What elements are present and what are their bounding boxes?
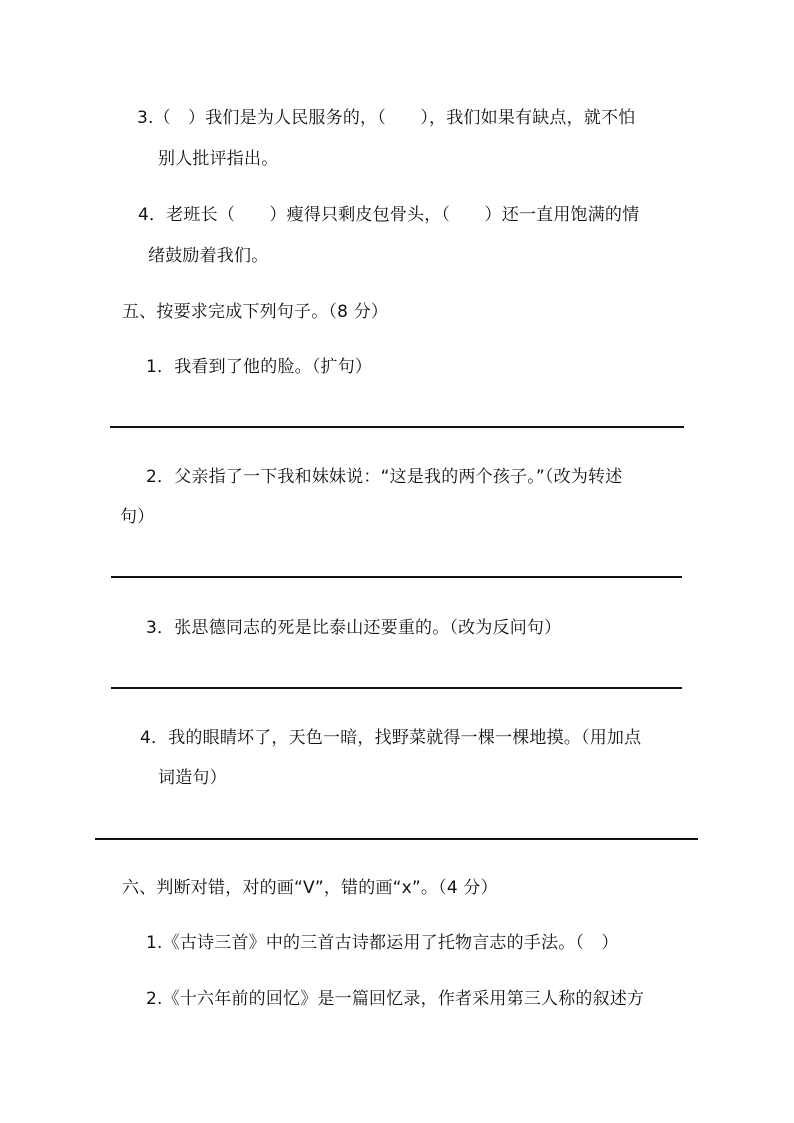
question-6-2: 2.《十六年前的回忆》是一篇回忆录，作者采用第三人称的叙述方 [146, 989, 645, 1009]
answer-line-5-2[interactable] [111, 576, 682, 578]
question-5-4-line-2: 词造句） [158, 768, 227, 788]
question-5-2-line-2: 句） [120, 507, 155, 527]
answer-line-5-1[interactable] [110, 426, 684, 428]
question-4-4-line-1: 4．老班长（ ）瘦得只剩皮包骨头，（ ）还一直用饱满的情 [138, 205, 640, 225]
answer-line-5-4[interactable] [95, 838, 698, 840]
answer-line-5-3[interactable] [111, 687, 682, 689]
question-6-1: 1.《古诗三首》中的三首古诗都运用了托物言志的手法。（ ） [146, 933, 619, 953]
question-4-3-line-1: 3.（ ）我们是为人民服务的，（ ），我们如果有缺点，就不怕 [137, 108, 636, 128]
section-6-heading: 六、判断对错，对的画“V”，错的画“x”。（4 分） [122, 878, 498, 898]
question-4-4-line-2: 绪鼓励着我们。 [148, 246, 269, 266]
section-5-heading: 五、按要求完成下列句子。（8 分） [122, 302, 389, 322]
question-5-3: 3．张思德同志的死是比泰山还要重的。（改为反问句） [146, 618, 562, 638]
question-4-3-line-2: 别人批评指出。 [158, 149, 279, 169]
question-5-2-line-1: 2．父亲指了一下我和妹妹说：“这是我的两个孩子。”（改为转述 [146, 467, 623, 487]
question-5-1: 1．我看到了他的脸。（扩句） [146, 357, 373, 377]
question-5-4-line-1: 4．我的眼睛坏了，天色一暗，找野菜就得一棵一棵地摸。（用加点 [140, 728, 642, 748]
